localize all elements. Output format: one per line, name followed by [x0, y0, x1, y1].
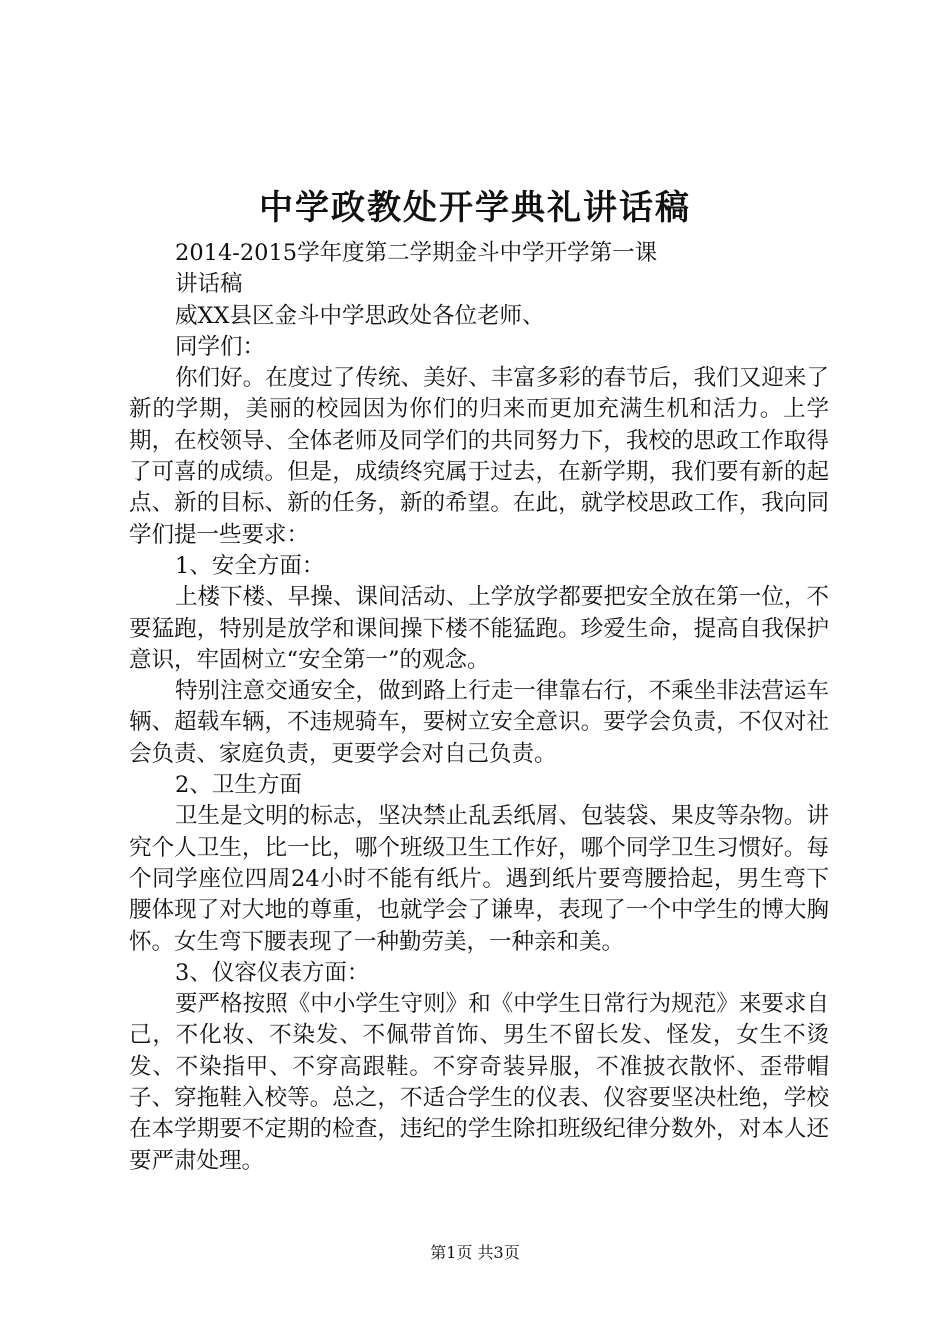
document-title: 中学政教处开学典礼讲话稿	[259, 188, 691, 228]
section-heading: 1、安全方面：	[175, 552, 325, 579]
section-heading: 2、卫生方面	[175, 772, 302, 799]
salutation-line: 威XX县区金斗中学思政处各位老师、	[175, 302, 545, 329]
page-number-footer: 第1页 共3页	[430, 1243, 520, 1262]
paragraph: 要严格按照《中小学生守则》和《中学生日常行为规范》来要求自己，不化妆、不染发、不佩带首饰、男生不留长发、怪发，女生不烫发、不染指甲、不穿高跟鞋。不穿奇装异服，不准披衣散怀、歪带帽子、穿拖鞋入校等。总之，不适合学生的仪表、仪容要坚决杜绝，学校在本学期要不定期的检查，违纪的学生除扣班级纪律分数外，对本人还要严肃处理。	[129, 991, 829, 1174]
subtitle-line: 讲话稿	[175, 271, 243, 298]
salutation-line: 同学们：	[175, 333, 266, 360]
paragraph: 卫生是文明的标志，坚决禁止乱丢纸屑、包装袋、果皮等杂物。讲究个人卫生，比一比，哪个班级卫生工作好，哪个同学卫生习惯好。每个同学座位四周24小时不能有纸片。遇到纸片要弯腰拾起，男生弯下腰体现了对大地的尊重，也就学会了谦卑，表现了一个中学生的博大胸怀。女生弯下腰表现了一种勤劳美，一种亲和美。	[129, 803, 829, 955]
paragraph: 特别注意交通安全，做到路上行走一律靠右行，不乘坐非法营运车辆、超载车辆，不违规骑车，要树立安全意识。要学会负责，不仅对社会负责、家庭负责，更要学会对自己负责。	[129, 678, 829, 767]
paragraph: 上楼下楼、早操、课间活动、上学放学都要把安全放在第一位，不要猛跑，特别是放学和课间操下楼不能猛跑。珍爱生命，提高自我保护意识，牢固树立“安全第一”的观念。	[129, 584, 829, 673]
subtitle-line: 2014-2015学年度第二学期金斗中学开学第一课	[175, 240, 658, 266]
document-body	[129, 238, 829, 1177]
paragraph: 你们好。在度过了传统、美好、丰富多彩的春节后，我们又迎来了新的学期，美丽的校园因为你们的归来而更加充满生机和活力。上学期，在校领导、全体老师及同学们的共同努力下，我校的思政工作取得了可喜的成绩。但是，成绩终究属于过去，在新学期，我们要有新的起点、新的目标、新的任务，新的希望。在此，就学校思政工作，我向同学们提一些要求：	[129, 365, 829, 548]
section-heading: 3、仪容仪表方面：	[175, 959, 370, 986]
